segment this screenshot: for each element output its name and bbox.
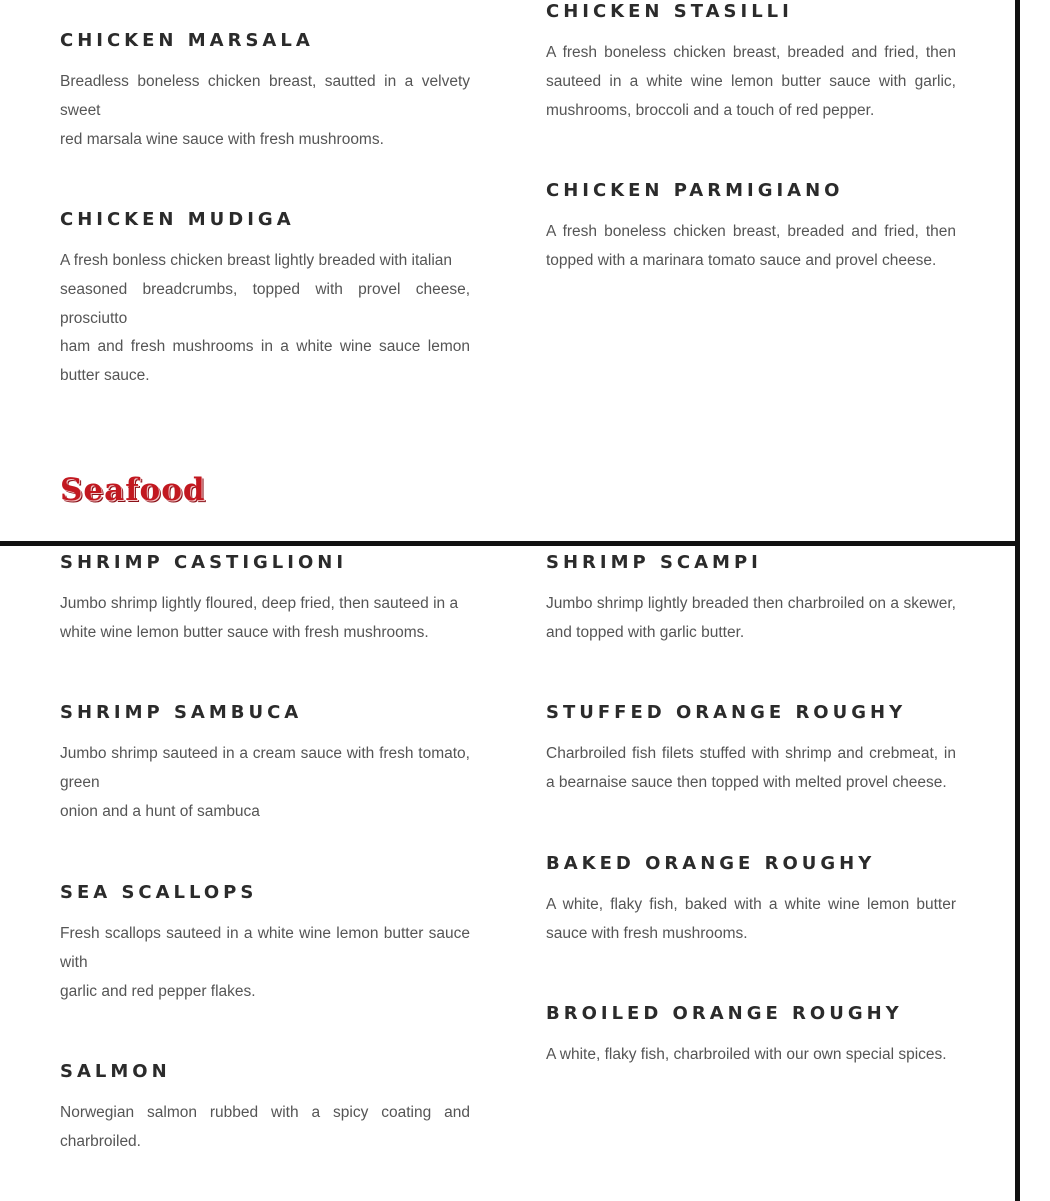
menu-item-name: SHRIMP SCAMPI — [546, 552, 762, 573]
menu-item-name: BAKED ORANGE ROUGHY — [546, 853, 876, 874]
menu-item-description: A fresh boneless chicken breast, breaded and fried, then sauteed in a white wine lemon butter sauce with garlic, mushrooms, broccoli and a touch of red pepper. — [546, 44, 956, 119]
section-title-seafood: Seafood — [60, 472, 206, 508]
menu-item-salmon — [60, 1060, 470, 1157]
menu-item-name: CHICKEN PARMIGIANO — [546, 180, 844, 201]
menu-item-description: A fresh bonless chicken breast lightly breaded with italian seasoned breadcrumbs, topped with provel cheese, prosciutto ham and fresh mushrooms in a white wine sauce lemon butter sauce. — [60, 252, 470, 385]
menu-item-name: SHRIMP CASTIGLIONI — [60, 552, 348, 573]
menu-item-name: STUFFED ORANGE ROUGHY — [546, 702, 907, 723]
menu-item-shrimp-scampi — [546, 551, 956, 648]
menu-item-description: A white, flaky fish, baked with a white wine lemon butter sauce with fresh mushrooms. — [546, 896, 956, 942]
menu-item-name: CHICKEN MUDIGA — [60, 209, 295, 230]
menu-item-chicken-mudiga — [60, 208, 470, 391]
menu-item-broiled-orange-roughy — [546, 1002, 956, 1070]
menu-item-chicken-parmigiano — [546, 179, 956, 276]
menu-item-stuffed-orange-roughy — [546, 701, 956, 798]
menu-item-description: A fresh boneless chicken breast, breaded and fried, then topped with a marinara tomato sauce and provel cheese. — [546, 223, 956, 269]
menu-item-sea-scallops — [60, 881, 470, 1006]
menu-item-name: SEA SCALLOPS — [60, 882, 258, 903]
menu-item-baked-orange-roughy — [546, 852, 956, 949]
menu-item-chicken-marsala — [60, 29, 470, 154]
menu-item-name: BROILED ORANGE ROUGHY — [546, 1003, 903, 1024]
menu-item-description: Norwegian salmon rubbed with a spicy coating and charbroiled. — [60, 1104, 470, 1150]
menu-item-chicken-stasilli — [546, 0, 956, 125]
menu-item-shrimp-castiglioni — [60, 551, 470, 648]
menu-item-shrimp-sambuca — [60, 701, 470, 826]
menu-item-description: Jumbo shrimp lightly breaded then charbroiled on a skewer, and topped with garlic butter. — [546, 595, 956, 641]
menu-item-name: CHICKEN STASILLI — [546, 1, 793, 22]
menu-item-description: A white, flaky fish, charbroiled with our own special spices. — [546, 1046, 947, 1063]
menu-item-name: SALMON — [60, 1061, 171, 1082]
menu-item-description: Fresh scallops sauteed in a white wine lemon butter sauce with garlic and red pepper flakes. — [60, 925, 470, 1000]
menu-item-description: Jumbo shrimp sauteed in a cream sauce with fresh tomato, green onion and a hunt of sambuca — [60, 745, 470, 820]
menu-item-description: Breadless boneless chicken breast, sautted in a velvety sweet red marsala wine sauce with fresh mushrooms. — [60, 73, 470, 148]
menu-item-description: Charbroiled fish filets stuffed with shrimp and crebmeat, in a bearnaise sauce then topped with melted provel cheese. — [546, 745, 956, 791]
menu-item-description: Jumbo shrimp lightly floured, deep fried, then sauteed in a white wine lemon butter sauce with fresh mushrooms. — [60, 595, 459, 641]
menu-item-name: SHRIMP SAMBUCA — [60, 702, 303, 723]
right-border-line — [1015, 0, 1020, 1201]
menu-item-name: CHICKEN MARSALA — [60, 30, 314, 51]
section-divider-line — [0, 541, 1018, 546]
